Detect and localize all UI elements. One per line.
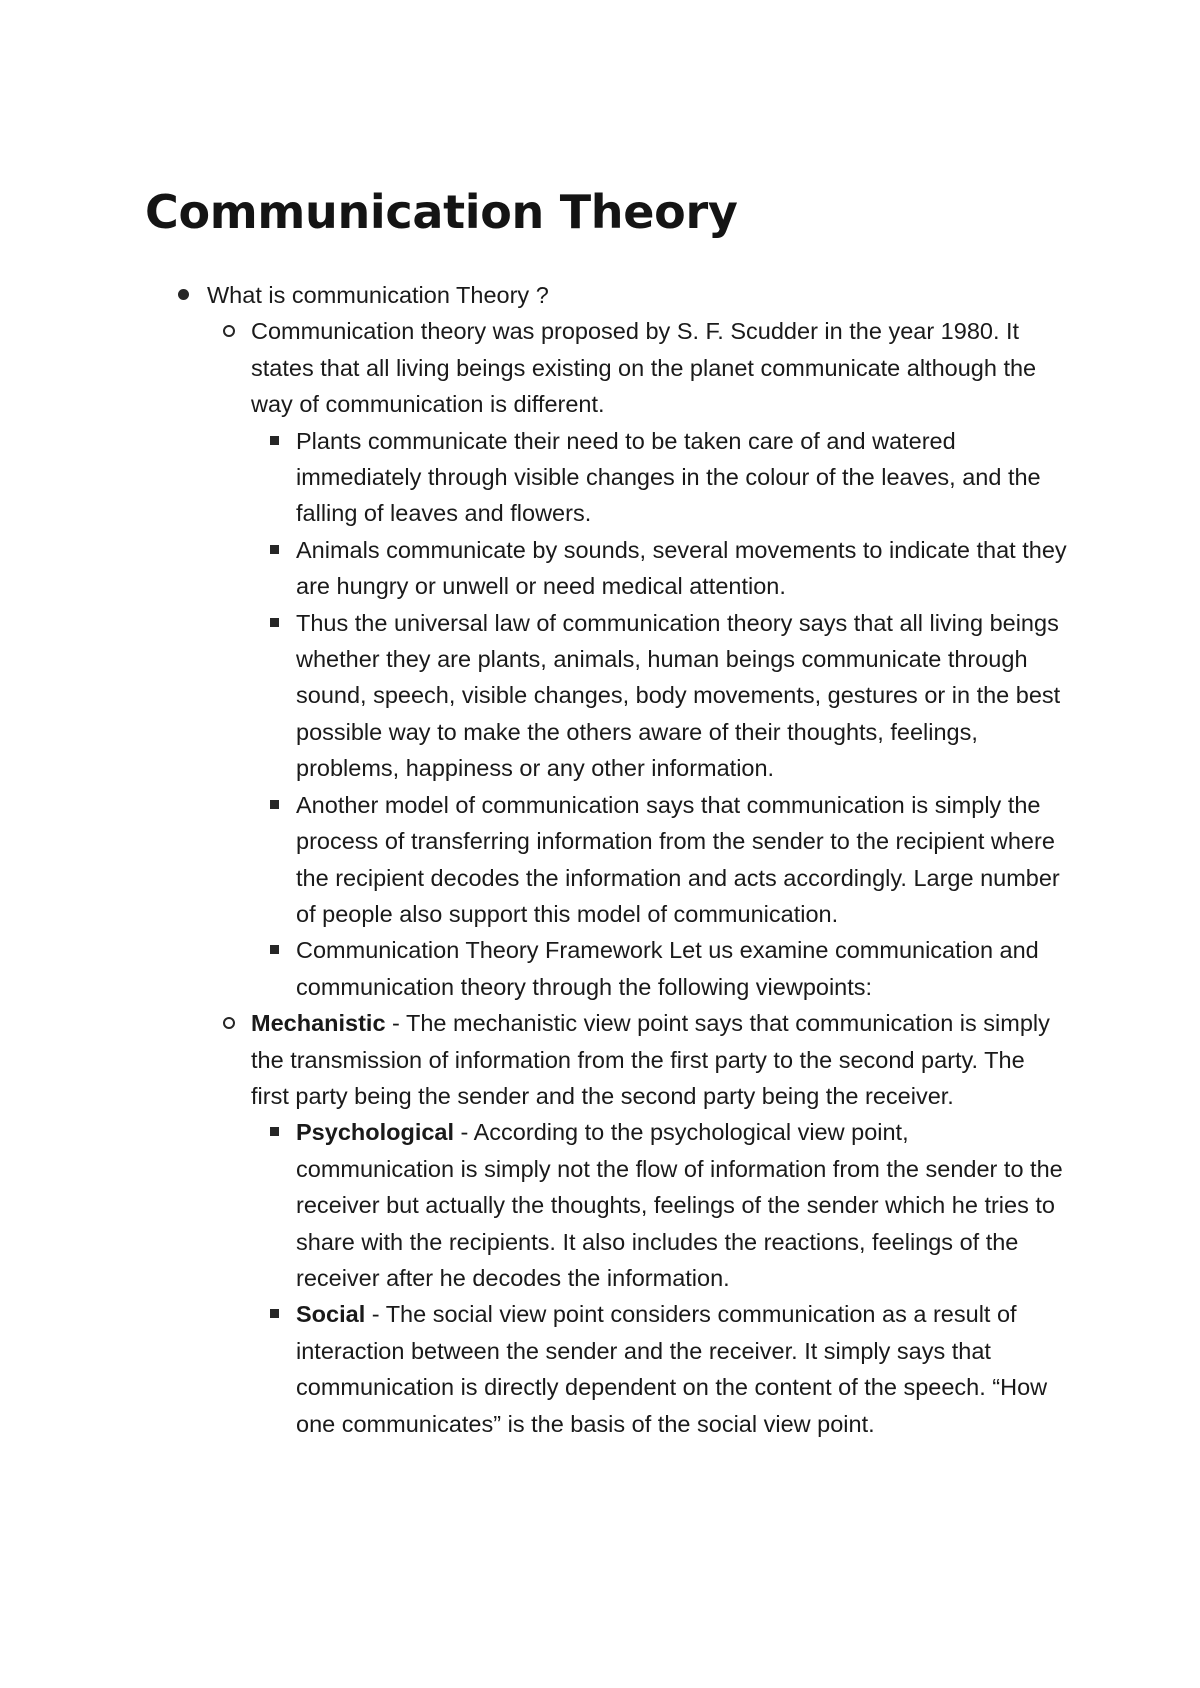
point-text: Animals communicate by sounds, several movements to indicate that they are hungry or unwell or need medical attention. bbox=[296, 536, 1067, 600]
page-title: Communication Theory bbox=[145, 185, 738, 239]
list-item-psychological bbox=[296, 1114, 1067, 1296]
mechanistic-text: - The mechanistic view point says that communication is simply the transmission of information from the first party to the second party. The first party being the sender and the second party being the receiver. bbox=[251, 1010, 1050, 1109]
point-text: Another model of communication says that communication is simply the process of transferring information from the sender to the recipient where the recipient decodes the information and acts accordingly. Large number of people also support this model of communication. bbox=[296, 791, 1060, 927]
list-item bbox=[296, 605, 1067, 787]
outline-list bbox=[207, 277, 1067, 1442]
point-text: Plants communicate their need to be taken care of and watered immediately through visible changes in the colour of the leaves, and the falling of leaves and flowers. bbox=[296, 427, 1041, 527]
point-text: Communication Theory Framework Let us examine communication and communication theory through the following viewpoints: bbox=[296, 937, 1039, 1000]
sub-list bbox=[251, 313, 1067, 1442]
square-bullet-icon bbox=[270, 800, 279, 809]
list-item-social bbox=[296, 1296, 1067, 1442]
square-bullet-icon bbox=[270, 618, 279, 627]
intro-points-list bbox=[296, 423, 1067, 1006]
hollow-circle-bullet-icon bbox=[223, 325, 235, 337]
list-item bbox=[296, 532, 1067, 605]
psychological-term: Psychological bbox=[296, 1119, 455, 1146]
hollow-circle-bullet-icon bbox=[223, 1017, 235, 1029]
social-term: Social bbox=[296, 1301, 366, 1328]
square-bullet-icon bbox=[270, 945, 279, 954]
square-bullet-icon bbox=[270, 1309, 279, 1318]
list-item bbox=[296, 787, 1067, 933]
square-bullet-icon bbox=[270, 436, 279, 445]
list-item-mechanistic bbox=[251, 1005, 1067, 1442]
square-bullet-icon bbox=[270, 1127, 279, 1136]
intro-text: Communication theory was proposed by S. F. Scudder in the year 1980. It states that all living beings existing on the planet communicate although the way of communication is different. bbox=[251, 318, 1037, 418]
list-item bbox=[296, 932, 1067, 1005]
viewpoints-list bbox=[296, 1114, 1067, 1442]
mechanistic-term: Mechanistic bbox=[251, 1010, 386, 1037]
mechanistic-paragraph bbox=[251, 1005, 1067, 1114]
social-text: - The social view point considers communication as a result of interaction between the sender and the receiver. It simply says that communication is directly dependent on the content of the speech. “How one communicates” is the basis of the social view point. bbox=[296, 1301, 1048, 1437]
psychological-paragraph bbox=[296, 1114, 1067, 1296]
question-text: What is communication Theory ? bbox=[207, 282, 549, 308]
square-bullet-icon bbox=[270, 545, 279, 554]
psychological-text: - According to the psychological view point, communication is simply not the flow of information from the sender to the receiver but actually the thoughts, feelings of the sender which he tries to share with the recipients. It also includes the reactions, feelings of the receiver after he decodes the information. bbox=[296, 1119, 1063, 1291]
point-text: Thus the universal law of communication theory says that all living beings whether they are plants, animals, human beings communicate through sound, speech, visible changes, body movements, gestures or in the best possible way to make the others aware of their thoughts, feelings, problems, happiness or any other information. bbox=[296, 609, 1061, 782]
list-item-intro bbox=[251, 313, 1067, 1005]
filled-disc-bullet-icon bbox=[178, 289, 189, 300]
social-paragraph bbox=[296, 1296, 1067, 1442]
list-item-question bbox=[207, 277, 1067, 1442]
list-item bbox=[296, 423, 1067, 532]
